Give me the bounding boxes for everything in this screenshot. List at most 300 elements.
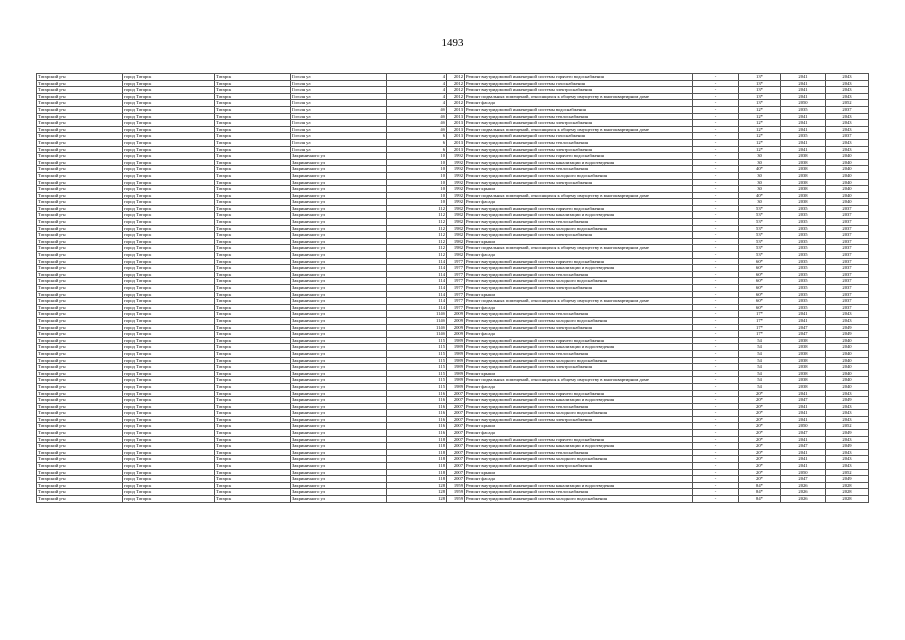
settlement-cell: город Татарск	[123, 430, 215, 437]
dash-cell: -	[693, 443, 739, 450]
year-cell: 2007	[447, 436, 465, 443]
house-cell: 112	[387, 219, 447, 226]
year-cell: 1977	[447, 291, 465, 298]
year-cell: 1989	[447, 357, 465, 364]
dash-cell: -	[693, 370, 739, 377]
street-cell: Закриничного ул	[291, 271, 387, 278]
start-year-cell: 2038	[781, 377, 826, 384]
house-cell: 4б	[387, 120, 447, 127]
settlement-cell: город Татарск	[123, 186, 215, 193]
street-cell: Закриничного ул	[291, 331, 387, 338]
locality-cell: Татарск	[215, 423, 291, 430]
end-year-cell: 2040	[826, 199, 869, 206]
table-row	[37, 449, 869, 456]
dash-cell: -	[693, 364, 739, 371]
end-year-cell: 2040	[826, 179, 869, 186]
start-year-cell: 2035	[781, 258, 826, 265]
table-row	[37, 133, 869, 140]
street-cell: Гоголя ул	[291, 100, 387, 107]
dash-cell: -	[693, 159, 739, 166]
district-cell: Татарский р-н	[37, 285, 123, 292]
house-cell: 116	[387, 403, 447, 410]
district-cell: Татарский р-н	[37, 298, 123, 305]
year-cell: 2007	[447, 397, 465, 404]
table-row	[37, 159, 869, 166]
start-year-cell: 2041	[781, 416, 826, 423]
work-type-cell: Ремонт внутридомовой инженерной системы теплоснабжения	[465, 271, 693, 278]
end-year-cell: 2040	[826, 186, 869, 193]
end-year-cell: 2043	[826, 403, 869, 410]
house-cell: 6	[387, 139, 447, 146]
work-type-cell: Ремонт внутридомовой инженерной системы горячего водоснабжения	[465, 337, 693, 344]
house-cell: 4	[387, 80, 447, 87]
dash-cell: -	[693, 212, 739, 219]
wear-cell: 30	[739, 199, 781, 206]
settlement-cell: город Татарск	[123, 311, 215, 318]
wear-cell: 12*	[739, 113, 781, 120]
dash-cell: -	[693, 271, 739, 278]
dash-cell: -	[693, 298, 739, 305]
dash-cell: -	[693, 390, 739, 397]
house-cell: 118	[387, 469, 447, 476]
work-type-cell: Ремонт внутридомовой инженерной системы электроснабжения	[465, 463, 693, 470]
street-cell: Закриничного ул	[291, 337, 387, 344]
wear-cell: 54	[739, 344, 781, 351]
work-type-cell: Ремонт подвальных помещений, относящихся к общему имуществу в многоквартирном доме	[465, 245, 693, 252]
district-cell: Татарский р-н	[37, 337, 123, 344]
dash-cell: -	[693, 357, 739, 364]
start-year-cell: 2035	[781, 265, 826, 272]
street-cell: Закриничного ул	[291, 463, 387, 470]
table-row	[37, 410, 869, 417]
house-cell: 115	[387, 337, 447, 344]
table-row	[37, 205, 869, 212]
locality-cell: Татарск	[215, 179, 291, 186]
end-year-cell: 2052	[826, 469, 869, 476]
district-cell: Татарский р-н	[37, 443, 123, 450]
district-cell: Татарский р-н	[37, 383, 123, 390]
street-cell: Закриничного ул	[291, 423, 387, 430]
settlement-cell: город Татарск	[123, 383, 215, 390]
locality-cell: Татарск	[215, 192, 291, 199]
table-row	[37, 219, 869, 226]
repair-schedule-sheet	[36, 73, 868, 503]
work-type-cell: Ремонт внутридомовой инженерной системы горячего водоснабжения	[465, 74, 693, 81]
year-cell: 2007	[447, 463, 465, 470]
year-cell: 2013	[447, 113, 465, 120]
start-year-cell: 2035	[781, 133, 826, 140]
street-cell: Закриничного ул	[291, 416, 387, 423]
work-type-cell: Ремонт внутридомовой инженерной системы горячего водоснабжения	[465, 205, 693, 212]
street-cell: Закриничного ул	[291, 482, 387, 489]
wear-cell: 13*	[739, 100, 781, 107]
house-cell: 4	[387, 74, 447, 81]
year-cell: 1959	[447, 482, 465, 489]
work-type-cell: Ремонт крыши	[465, 370, 693, 377]
locality-cell: Татарск	[215, 126, 291, 133]
house-cell: 10	[387, 179, 447, 186]
start-year-cell: 2041	[781, 139, 826, 146]
house-cell: 114б	[387, 311, 447, 318]
settlement-cell: город Татарск	[123, 377, 215, 384]
district-cell: Татарский р-н	[37, 317, 123, 324]
end-year-cell: 2043	[826, 311, 869, 318]
end-year-cell: 2037	[826, 252, 869, 259]
table-row	[37, 212, 869, 219]
locality-cell: Татарск	[215, 304, 291, 311]
dash-cell: -	[693, 337, 739, 344]
start-year-cell: 2038	[781, 199, 826, 206]
work-type-cell: Ремонт внутридомовой инженерной системы газоснабжения	[465, 80, 693, 87]
table-row	[37, 423, 869, 430]
dash-cell: -	[693, 252, 739, 259]
year-cell: 2012	[447, 80, 465, 87]
district-cell: Татарский р-н	[37, 397, 123, 404]
work-type-cell: Ремонт крыши	[465, 291, 693, 298]
wear-cell: 12*	[739, 146, 781, 153]
locality-cell: Татарск	[215, 120, 291, 127]
settlement-cell: город Татарск	[123, 364, 215, 371]
locality-cell: Татарск	[215, 205, 291, 212]
page-number: 1493	[441, 37, 464, 49]
settlement-cell: город Татарск	[123, 331, 215, 338]
dash-cell: -	[693, 397, 739, 404]
work-type-cell: Ремонт внутридомовой инженерной системы электроснабжения	[465, 179, 693, 186]
start-year-cell: 2035	[781, 298, 826, 305]
start-year-cell: 2041	[781, 436, 826, 443]
dash-cell: -	[693, 126, 739, 133]
locality-cell: Татарск	[215, 225, 291, 232]
district-cell: Татарский р-н	[37, 496, 123, 503]
district-cell: Татарский р-н	[37, 80, 123, 87]
table-row	[37, 496, 869, 503]
dash-cell: -	[693, 146, 739, 153]
street-cell: Закриничного ул	[291, 265, 387, 272]
settlement-cell: город Татарск	[123, 482, 215, 489]
start-year-cell: 2038	[781, 179, 826, 186]
locality-cell: Татарск	[215, 186, 291, 193]
year-cell: 1959	[447, 496, 465, 503]
settlement-cell: город Татарск	[123, 192, 215, 199]
settlement-cell: город Татарск	[123, 205, 215, 212]
settlement-cell: город Татарск	[123, 403, 215, 410]
end-year-cell: 2037	[826, 258, 869, 265]
street-cell: Закриничного ул	[291, 390, 387, 397]
start-year-cell: 2038	[781, 370, 826, 377]
work-type-cell: Ремонт внутридомовой инженерной системы теплоснабжения	[465, 113, 693, 120]
street-cell: Закриничного ул	[291, 443, 387, 450]
settlement-cell: город Татарск	[123, 159, 215, 166]
work-type-cell: Ремонт внутридомовой инженерной системы канализации и водоотведения	[465, 159, 693, 166]
year-cell: 2013	[447, 126, 465, 133]
house-cell: 116	[387, 416, 447, 423]
house-cell: 114б	[387, 317, 447, 324]
street-cell: Гоголя ул	[291, 106, 387, 113]
end-year-cell: 2043	[826, 416, 869, 423]
district-cell: Татарский р-н	[37, 186, 123, 193]
start-year-cell: 2041	[781, 120, 826, 127]
settlement-cell: город Татарск	[123, 390, 215, 397]
table-row	[37, 324, 869, 331]
start-year-cell: 2035	[781, 225, 826, 232]
work-type-cell: Ремонт внутридомовой инженерной системы горячего водоснабжения	[465, 390, 693, 397]
house-cell: 115	[387, 370, 447, 377]
settlement-cell: город Татарск	[123, 113, 215, 120]
settlement-cell: город Татарск	[123, 87, 215, 94]
locality-cell: Татарск	[215, 331, 291, 338]
house-cell: 116	[387, 423, 447, 430]
end-year-cell: 2037	[826, 232, 869, 239]
district-cell: Татарский р-н	[37, 324, 123, 331]
district-cell: Татарский р-н	[37, 225, 123, 232]
house-cell: 112	[387, 238, 447, 245]
table-row	[37, 153, 869, 160]
work-type-cell: Ремонт внутридомовой инженерной системы холодного водоснабжения	[465, 172, 693, 179]
year-cell: 2013	[447, 106, 465, 113]
end-year-cell: 2037	[826, 238, 869, 245]
year-cell: 2007	[447, 390, 465, 397]
street-cell: Закриничного ул	[291, 377, 387, 384]
table-row	[37, 482, 869, 489]
start-year-cell: 2038	[781, 357, 826, 364]
street-cell: Гоголя ул	[291, 139, 387, 146]
wear-cell: 17*	[739, 331, 781, 338]
work-type-cell: Ремонт фасада	[465, 199, 693, 206]
house-cell: 118	[387, 456, 447, 463]
year-cell: 1982	[447, 212, 465, 219]
district-cell: Татарский р-н	[37, 278, 123, 285]
start-year-cell: 2047	[781, 331, 826, 338]
settlement-cell: город Татарск	[123, 463, 215, 470]
start-year-cell: 2047	[781, 430, 826, 437]
year-cell: 1977	[447, 285, 465, 292]
table-row	[37, 172, 869, 179]
table-row	[37, 126, 869, 133]
district-cell: Татарский р-н	[37, 172, 123, 179]
work-type-cell: Ремонт внутридомовой инженерной системы водоснабжения	[465, 106, 693, 113]
year-cell: 2009	[447, 317, 465, 324]
year-cell: 2007	[447, 469, 465, 476]
settlement-cell: город Татарск	[123, 350, 215, 357]
street-cell: Закриничного ул	[291, 179, 387, 186]
locality-cell: Татарск	[215, 159, 291, 166]
street-cell: Гоголя ул	[291, 93, 387, 100]
start-year-cell: 2050	[781, 100, 826, 107]
work-type-cell: Ремонт внутридомовой инженерной системы теплоснабжения	[465, 219, 693, 226]
work-type-cell: Ремонт фасада	[465, 331, 693, 338]
district-cell: Татарский р-н	[37, 350, 123, 357]
dash-cell: -	[693, 496, 739, 503]
house-cell: 4б	[387, 106, 447, 113]
house-cell: 116	[387, 390, 447, 397]
settlement-cell: город Татарск	[123, 423, 215, 430]
start-year-cell: 2035	[781, 304, 826, 311]
wear-cell: 60*	[739, 271, 781, 278]
locality-cell: Татарск	[215, 436, 291, 443]
work-type-cell: Ремонт фасада	[465, 383, 693, 390]
district-cell: Татарский р-н	[37, 212, 123, 219]
locality-cell: Татарск	[215, 298, 291, 305]
work-type-cell: Ремонт внутридомовой инженерной системы горячего водоснабжения	[465, 153, 693, 160]
start-year-cell: 2050	[781, 469, 826, 476]
table-row	[37, 106, 869, 113]
settlement-cell: город Татарск	[123, 410, 215, 417]
street-cell: Закриничного ул	[291, 172, 387, 179]
wear-cell: 54	[739, 337, 781, 344]
street-cell: Закриничного ул	[291, 159, 387, 166]
year-cell: 1982	[447, 225, 465, 232]
table-row	[37, 146, 869, 153]
work-type-cell: Ремонт внутридомовой инженерной системы холодного водоснабжения	[465, 496, 693, 503]
dash-cell: -	[693, 93, 739, 100]
street-cell: Закриничного ул	[291, 383, 387, 390]
settlement-cell: город Татарск	[123, 199, 215, 206]
house-cell: 115	[387, 357, 447, 364]
end-year-cell: 2043	[826, 463, 869, 470]
start-year-cell: 2035	[781, 238, 826, 245]
wear-cell: 13*	[739, 87, 781, 94]
locality-cell: Татарск	[215, 258, 291, 265]
work-type-cell: Ремонт внутридомовой инженерной системы электроснабжения	[465, 285, 693, 292]
house-cell: 114	[387, 304, 447, 311]
work-type-cell: Ремонт внутридомовой инженерной системы холодного водоснабжения	[465, 456, 693, 463]
year-cell: 2009	[447, 311, 465, 318]
locality-cell: Татарск	[215, 416, 291, 423]
year-cell: 2007	[447, 430, 465, 437]
table-row	[37, 232, 869, 239]
start-year-cell: 2038	[781, 153, 826, 160]
dash-cell: -	[693, 463, 739, 470]
locality-cell: Татарск	[215, 410, 291, 417]
year-cell: 2013	[447, 120, 465, 127]
end-year-cell: 2037	[826, 219, 869, 226]
start-year-cell: 2035	[781, 285, 826, 292]
end-year-cell: 2043	[826, 120, 869, 127]
table-row	[37, 298, 869, 305]
year-cell: 1959	[447, 489, 465, 496]
start-year-cell: 2026	[781, 496, 826, 503]
wear-cell: 53*	[739, 232, 781, 239]
start-year-cell: 2038	[781, 166, 826, 173]
district-cell: Татарский р-н	[37, 245, 123, 252]
table-row	[37, 87, 869, 94]
locality-cell: Татарск	[215, 153, 291, 160]
start-year-cell: 2041	[781, 93, 826, 100]
year-cell: 2007	[447, 403, 465, 410]
settlement-cell: город Татарск	[123, 456, 215, 463]
house-cell: 128	[387, 489, 447, 496]
street-cell: Закриничного ул	[291, 476, 387, 483]
street-cell: Закриничного ул	[291, 350, 387, 357]
settlement-cell: город Татарск	[123, 344, 215, 351]
locality-cell: Татарск	[215, 93, 291, 100]
wear-cell: 30	[739, 159, 781, 166]
wear-cell: 40*	[739, 166, 781, 173]
start-year-cell: 2035	[781, 232, 826, 239]
work-type-cell: Ремонт фасада	[465, 304, 693, 311]
district-cell: Татарский р-н	[37, 139, 123, 146]
table-row	[37, 390, 869, 397]
start-year-cell: 2038	[781, 172, 826, 179]
work-type-cell: Ремонт фасада	[465, 100, 693, 107]
locality-cell: Татарск	[215, 245, 291, 252]
dash-cell: -	[693, 133, 739, 140]
house-cell: 112	[387, 245, 447, 252]
street-cell: Закриничного ул	[291, 238, 387, 245]
table-row	[37, 397, 869, 404]
locality-cell: Татарск	[215, 489, 291, 496]
start-year-cell: 2047	[781, 443, 826, 450]
settlement-cell: город Татарск	[123, 139, 215, 146]
year-cell: 1977	[447, 298, 465, 305]
house-cell: 10	[387, 166, 447, 173]
end-year-cell: 2040	[826, 166, 869, 173]
street-cell: Закриничного ул	[291, 166, 387, 173]
street-cell: Закриничного ул	[291, 469, 387, 476]
house-cell: 112	[387, 252, 447, 259]
wear-cell: 53*	[739, 245, 781, 252]
district-cell: Татарский р-н	[37, 87, 123, 94]
locality-cell: Татарск	[215, 443, 291, 450]
dash-cell: -	[693, 317, 739, 324]
wear-cell: 60*	[739, 258, 781, 265]
end-year-cell: 2043	[826, 87, 869, 94]
end-year-cell: 2043	[826, 146, 869, 153]
work-type-cell: Ремонт внутридомовой инженерной системы канализации и водоотведения	[465, 265, 693, 272]
work-type-cell: Ремонт внутридомовой инженерной системы электроснабжения	[465, 232, 693, 239]
work-type-cell: Ремонт внутридомовой инженерной системы канализации и водоотведения	[465, 212, 693, 219]
district-cell: Татарский р-н	[37, 436, 123, 443]
locality-cell: Татарск	[215, 238, 291, 245]
wear-cell: 20*	[739, 443, 781, 450]
settlement-cell: город Татарск	[123, 146, 215, 153]
end-year-cell: 2049	[826, 331, 869, 338]
street-cell: Закриничного ул	[291, 186, 387, 193]
start-year-cell: 2038	[781, 159, 826, 166]
year-cell: 1989	[447, 383, 465, 390]
district-cell: Татарский р-н	[37, 469, 123, 476]
work-type-cell: Ремонт внутридомовой инженерной системы горячего водоснабжения	[465, 436, 693, 443]
dash-cell: -	[693, 192, 739, 199]
street-cell: Гоголя ул	[291, 80, 387, 87]
street-cell: Закриничного ул	[291, 205, 387, 212]
table-row	[37, 304, 869, 311]
house-cell: 112	[387, 205, 447, 212]
start-year-cell: 2026	[781, 482, 826, 489]
end-year-cell: 2040	[826, 357, 869, 364]
end-year-cell: 2037	[826, 225, 869, 232]
house-cell: 114	[387, 265, 447, 272]
work-type-cell: Ремонт внутридомовой инженерной системы холодного водоснабжения	[465, 317, 693, 324]
house-cell: 118	[387, 476, 447, 483]
table-row	[37, 74, 869, 81]
work-type-cell: Ремонт фасада	[465, 252, 693, 259]
dash-cell: -	[693, 324, 739, 331]
house-cell: 10	[387, 159, 447, 166]
work-type-cell: Ремонт внутридомовой инженерной системы холодного водоснабжения	[465, 278, 693, 285]
settlement-cell: город Татарск	[123, 397, 215, 404]
locality-cell: Татарск	[215, 291, 291, 298]
end-year-cell: 2040	[826, 337, 869, 344]
house-cell: 4б	[387, 113, 447, 120]
wear-cell: 12*	[739, 120, 781, 127]
dash-cell: -	[693, 225, 739, 232]
district-cell: Татарский р-н	[37, 377, 123, 384]
settlement-cell: город Татарск	[123, 225, 215, 232]
table-row	[37, 265, 869, 272]
house-cell: 115	[387, 350, 447, 357]
table-row	[37, 443, 869, 450]
